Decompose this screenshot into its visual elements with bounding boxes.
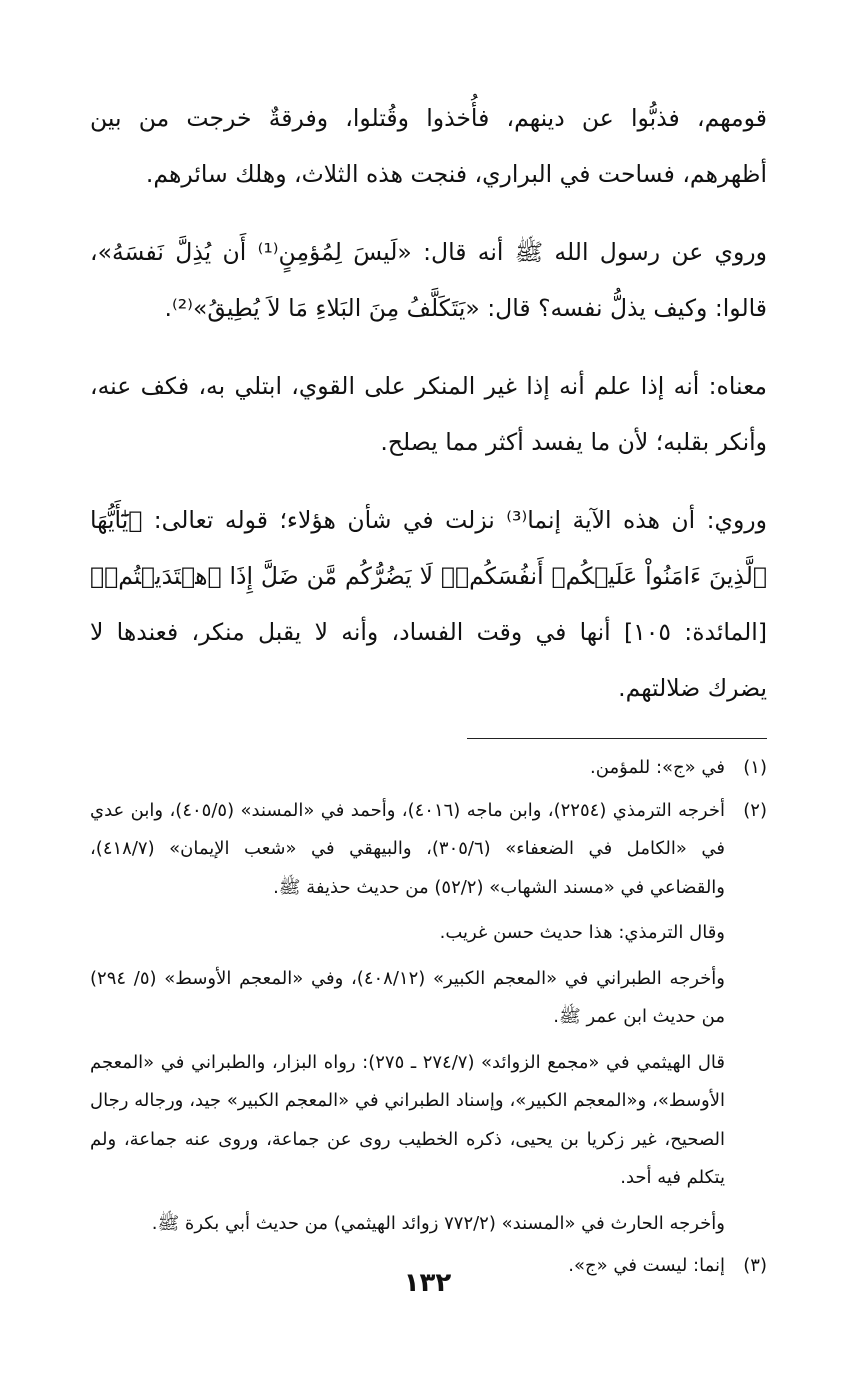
- paragraph-1: قومهم، فذبُّوا عن دينهم، فأُخذوا وقُتلوا، وفرقةٌ خرجت من بين أظهرهم، فساحت في البراري، فنجت هذه الثلاث، وهلك سائرهم.: [90, 104, 767, 188]
- footnote-text: في «ج»: للمؤمن.: [590, 757, 725, 778]
- paragraph-4: وروي: أن هذه الآية إنما⁽³⁾ نزلت في شأن هؤلاء؛ قوله تعالى: ﴿يَٰٓأَيُّهَا ٱلَّذِينَ ءَامَنُواْ عَلَيۡكُمۡ أَنفُسَكُمۡۖ لَا يَضُرُّكُم مَّن ضَلَّ إِذَا ٱهۡتَدَيۡتُمۡ﴾ [المائدة: ١٠٥] أنها في وقت الفساد، وأنه لا يقبل منكر، فعندها لا يضرك ضلالتهم.: [90, 506, 767, 702]
- paragraph-3: معناه: أنه إذا علم أنه إذا غير المنكر على القوي، ابتلي به، فكف عنه، وأنكر بقلبه؛ لأن ما يفسد أكثر مما يصلح.: [90, 372, 767, 456]
- page-number: ١٣٢: [403, 1268, 452, 1298]
- footnote-number: (٢): [743, 799, 767, 821]
- footnote-text: أخرجه الترمذي (٢٢٥٤)، وابن ماجه (٤٠١٦)، وأحمد في «المسند» (٤٠٥/٥)، وابن عدي في «الكامل في الضعفاء» (٣٠٥/٦)، والبيهقي في «شعب الإيمان» (٤١٨/٧)، والقضاعي في «مسند الشهاب» (٥٢/٢) من حديث حذيفة ﷺ.: [90, 799, 725, 898]
- paragraph-2: وروي عن رسول الله ﷺ أنه قال: «لَيسَ لِمُؤمِنٍ⁽¹⁾ أَن يُذِلَّ نَفسَهُ»، قالوا: وكيف يذلُّ نفسه؟ قال: «يَتَكَلَّفُ مِنَ البَلاءِ مَا لاَ يُطِيقُ»⁽²⁾.: [90, 238, 767, 322]
- footnote-number: (٣): [743, 1255, 767, 1276]
- footnote-1: [90, 749, 767, 792]
- footnote-text: وأخرجه الطبراني في «المعجم الكبير» (٤٠٨/١٢)، وفي «المعجم الأوسط» (٥/ ٢٩٤) من حديث ابن عمر ﷺ.: [90, 967, 725, 1027]
- main-text: [90, 90, 767, 716]
- footnote-text: قال الهيثمي في «مجمع الزوائد» (٢٧٤/٧ ـ ٢٧٥): رواه البزار، والطبراني في «المعجم الأوسط»، و«المعجم الكبير»، وإسناد الطبراني في «المعجم الكبير» جيد، ورجاله رجال الصحيح، غير زكريا بن يحيى، ذكره الخطيب روى عن جماعة، وروى عنه جماعة، ولم يتكلم فيه أحد.: [90, 1051, 725, 1188]
- footnote-text: وأخرجه الحارث في «المسند» (٧٧٢/٢ زوائد الهيثمي) من حديث أبي بكرة ﷺ.: [151, 1212, 725, 1234]
- footnote-text: وقال الترمذي: هذا حديث حسن غريب.: [439, 922, 725, 943]
- footnote-number: (١): [743, 757, 767, 778]
- footnote-2: [90, 792, 767, 1248]
- footnotes: [90, 749, 767, 1290]
- footnote-text: إنما: ليست في «ج».: [568, 1255, 725, 1276]
- footnote-separator: [467, 738, 767, 739]
